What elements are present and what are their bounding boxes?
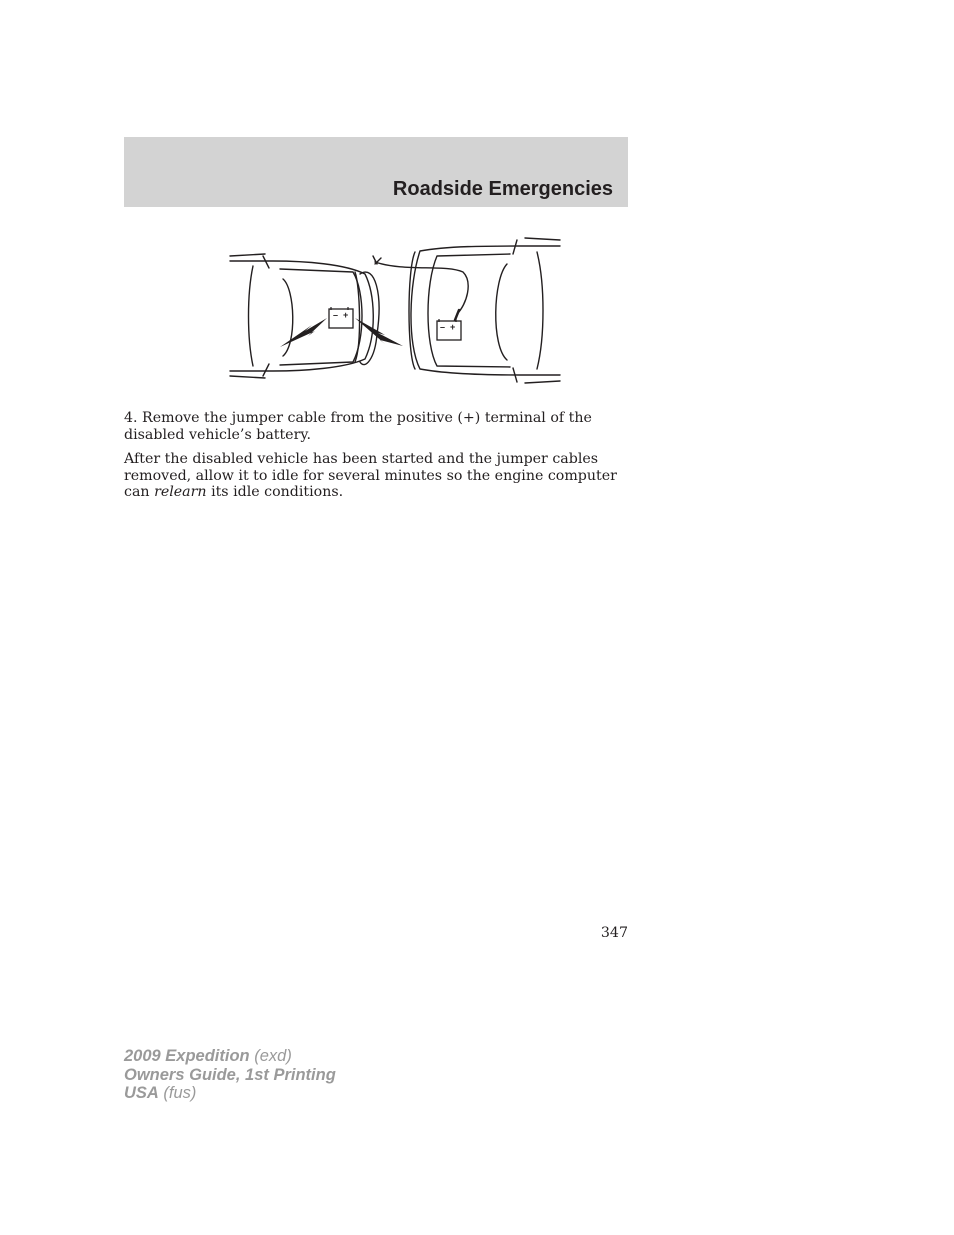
footer-line-2: Owners Guide, 1st Printing <box>124 1065 336 1084</box>
cable-clamp-icon <box>455 310 459 320</box>
document-footer <box>124 1047 336 1103</box>
page-number: 347 <box>600 925 628 941</box>
footer-region: USA <box>124 1084 159 1102</box>
section-title: Roadside Emergencies <box>392 178 613 200</box>
battery-minus-label: – <box>333 310 339 320</box>
footer-model: 2009 Expedition <box>124 1047 250 1065</box>
footer-line-3 <box>124 1084 336 1103</box>
left-car-icon <box>230 254 379 378</box>
footer-line-1 <box>124 1047 336 1066</box>
jumper-cable <box>375 262 468 314</box>
step-4-text: 4. Remove the jumper cable from the positive (+) terminal of the disabled vehicle’s battery. <box>124 410 592 443</box>
footer-region-code: (fus) <box>158 1084 197 1102</box>
battery-plus-label: + <box>343 310 349 320</box>
left-battery-icon <box>329 307 353 328</box>
right-car-icon <box>409 238 560 383</box>
footer-model-code: (exd) <box>249 1047 292 1065</box>
paragraph-text: After the disabled vehicle has been started and the jumper cables removed, allow it to idle for several minutes so the engine computer can <box>124 451 617 500</box>
jump-start-illustration <box>225 234 565 396</box>
spark-icon <box>280 318 327 347</box>
battery-plus-label: + <box>450 322 456 332</box>
section-header-band <box>124 137 628 207</box>
emphasis-relearn: relearn <box>154 484 207 500</box>
right-battery-icon <box>437 319 461 340</box>
paragraph-text-end: its idle conditions. <box>206 484 344 500</box>
idle-relearn-paragraph <box>124 451 628 501</box>
battery-minus-label: – <box>440 322 446 332</box>
two-cars-jumper-cable-diagram <box>225 234 565 396</box>
